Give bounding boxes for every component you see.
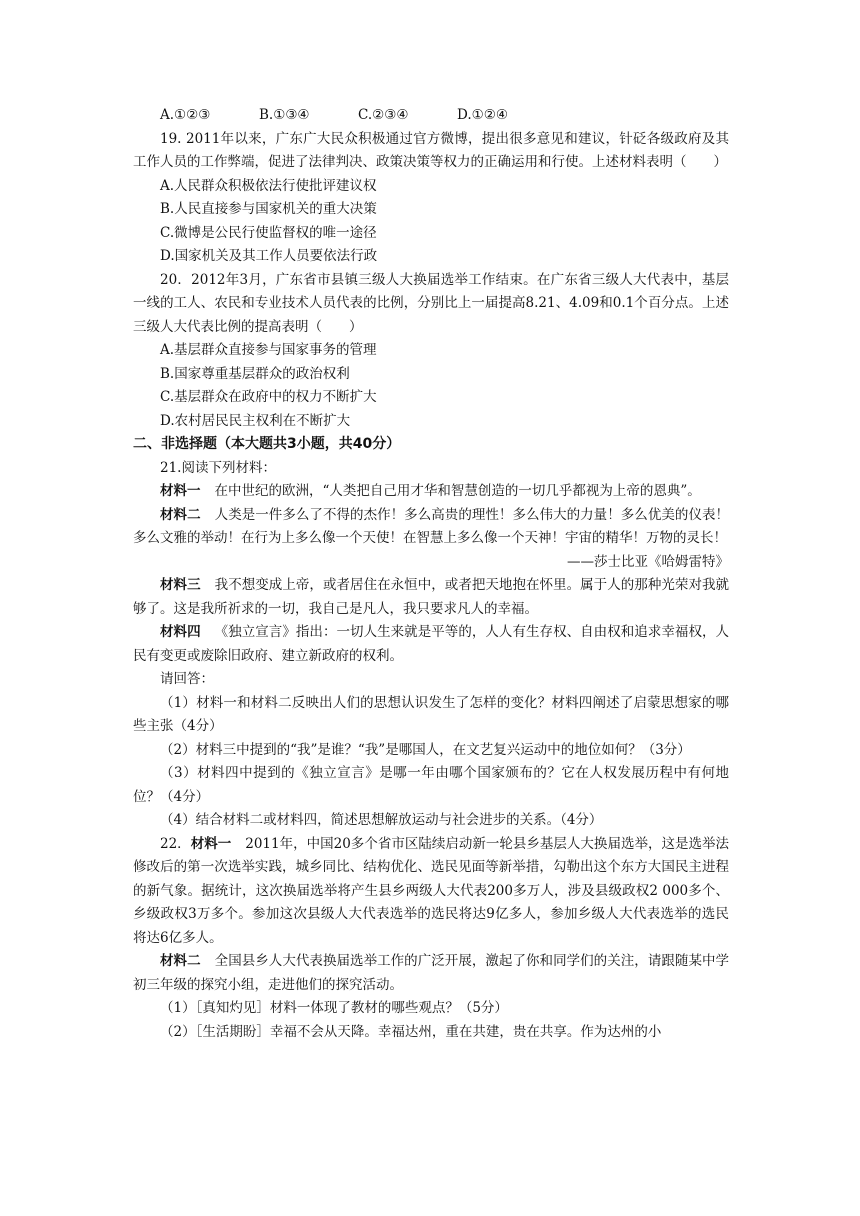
q20-option-c: C.基层群众在政府中的权力不断扩大 xyxy=(160,389,377,405)
q21-material-1 xyxy=(133,480,729,504)
material-label: 材料二 xyxy=(160,953,201,969)
q19-option-b: B.人民直接参与国家机关的重大决策 xyxy=(160,201,377,217)
q19-option-c: C.微博是公民行使监督权的唯一途径 xyxy=(160,224,377,241)
q20-option-d: D.农村居民民主权利在不断扩大 xyxy=(160,412,351,429)
material-text: 人类是一件多么了不得的杰作！多么高贵的理性！多么伟大的力量！多么优美的仪表！多么文雅的举动！在行为上多么像一个天使！在智慧上多么像一个天神！宇宙的精华！万物的灵长！ xyxy=(133,506,730,546)
material-text: 2011年，中国20多个省市区陆续启动新一轮县乡基层人大换届选举，这是选举法修改后的第一次选举实践，城乡同比、结构优化、选民见面等新举措，勾勒出这个东方大国民主进程的新气象。据统计，这次换届选举将产生县乡两级人大代表200多万人，涉及县级政权2 000多个、乡级政权3万多个。参加这次县级人大代表选举的选民将达9亿多人，参加乡级人大代表选举的选民将达6亿多人。 xyxy=(133,835,729,946)
q21-material-2-source: ——莎士比亚《哈姆雷特》 xyxy=(567,553,729,570)
q18-options xyxy=(133,104,729,128)
q22-material-2 xyxy=(133,950,729,997)
material-label: 材料一 xyxy=(160,483,201,499)
material-text: 我不想变成上帝，或者居住在永恒中，或者把天地抱在怀里。属于人的那种光荣对我就够了。这是我所祈求的一切，我自己是凡人，我只要求凡人的幸福。 xyxy=(133,577,730,617)
q21-material-3 xyxy=(133,574,729,621)
q21-sub-2: （2）材料三中提到的“我”是谁？“我”是哪国人，在文艺复兴运动中的地位如何？（3分） xyxy=(160,741,691,758)
q21-sub-3: （3）材料四中提到的《独立宣言》是哪一年由哪个国家颁布的？它在人权发展历程中有何地位？（4分） xyxy=(133,765,729,805)
q18-option-b: B.①③④ xyxy=(259,107,310,123)
q19-option-a: A.人民群众积极依法行使批评建议权 xyxy=(160,177,377,194)
q21-sub-1: （1）材料一和材料二反映出人们的思想认识发生了怎样的变化？材料四阐述了启蒙思想家的哪些主张（4分） xyxy=(133,694,729,734)
q18-option-a: A.①②③ xyxy=(160,107,211,123)
q20-option-b: B.国家尊重基层群众的政治权利 xyxy=(160,365,350,382)
section-heading: 二、非选择题（本大题共3小题，共40分） xyxy=(133,436,401,452)
q18-option-c: C.②③④ xyxy=(358,107,409,123)
material-label: 材料一 xyxy=(190,835,232,852)
q21-intro: 21.阅读下列材料： xyxy=(160,459,276,476)
q18-option-d: D.①②④ xyxy=(457,107,508,123)
q21-material-2 xyxy=(133,504,729,551)
q22-sub-2: （2）［生活期盼］幸福不会从天降。幸福达州，重在共建，贵在共享。作为达州的小 xyxy=(160,1023,662,1040)
page-content xyxy=(133,104,729,1044)
material-label: 材料四 xyxy=(160,624,201,640)
q19-option-d: D.国家机关及其工作人员要依法行政 xyxy=(160,248,378,264)
material-text: 《独立宣言》指出：一切人生来就是平等的，人人有生存权、自由权和追求幸福权，人民有变更或废除旧政府、建立新政府的权利。 xyxy=(133,624,730,664)
material-text: 在中世纪的欧洲，“人类把自己用才华和智慧创造的一切几乎都视为上帝的恩典”。 xyxy=(214,483,701,499)
q22-sub-1: （1）［真知灼见］材料一体现了教材的哪些观点？（5分） xyxy=(160,1000,508,1016)
question-number: 22． xyxy=(160,835,191,852)
q22-material-1 xyxy=(133,833,729,951)
q19-stem: 19. 2011年以来，广东广大民众积极通过官方微博，提出很多意见和建议，针砭各级政府及其工作人员的工作弊端，促进了法律判决、政策决策等权力的正确运用和行使。上述材料表明（ ） xyxy=(133,130,729,170)
material-label: 材料二 xyxy=(160,506,201,523)
q21-sub-4: （4）结合材料二或材料四，简述思想解放运动与社会进步的关系。（4分） xyxy=(160,812,603,828)
material-text: 全国县乡人大代表换届选举工作的广泛开展，激起了你和同学们的关注，请跟随某中学初三年级的探究小组，走进他们的探究活动。 xyxy=(133,953,730,993)
q20-option-a: A.基层群众直接参与国家事务的管理 xyxy=(160,342,377,358)
material-label: 材料三 xyxy=(160,577,201,593)
q21-ask: 请回答： xyxy=(160,671,214,687)
q20-stem: 20．2012年3月，广东省市县镇三级人大换届选举工作结束。在广东省三级人大代表中，基层一线的工人、农民和专业技术人员代表的比例，分别比上一届提高8.21、4.09和0.1个百分点。上述三级人大代表比例的提高表明（ ） xyxy=(133,271,729,335)
q21-material-4 xyxy=(133,621,729,668)
